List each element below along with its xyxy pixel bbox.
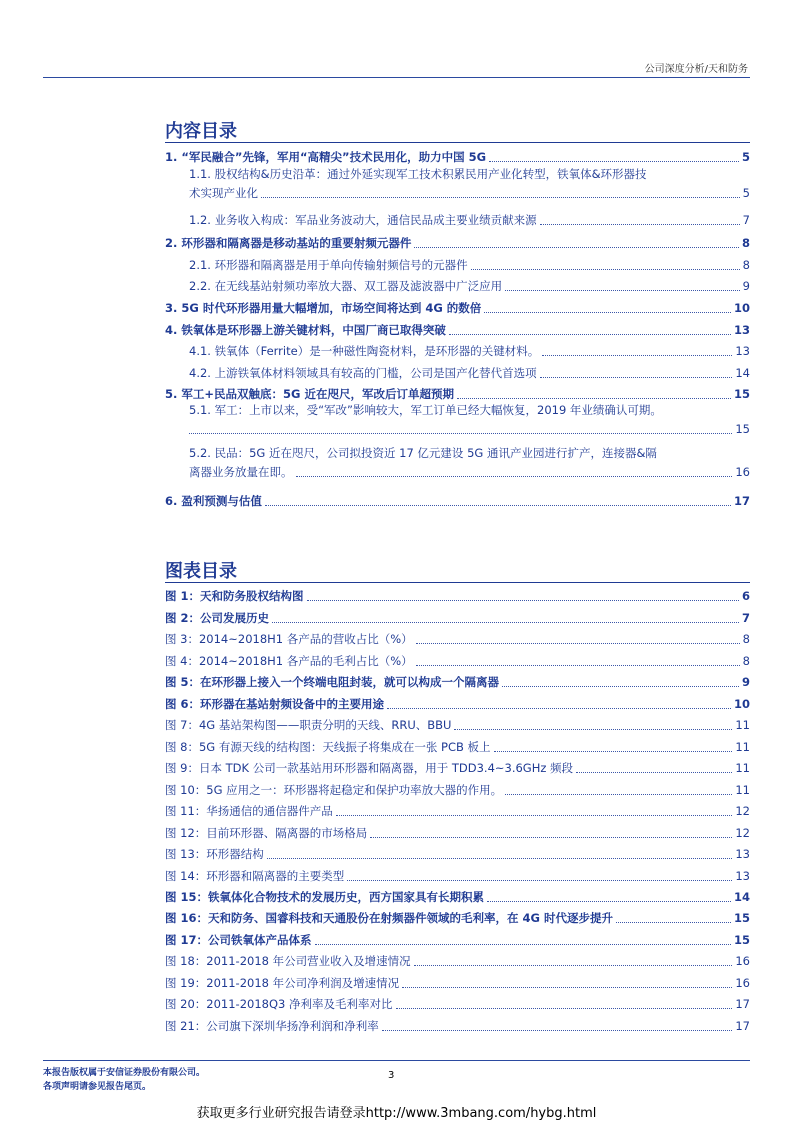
figure-entry-18[interactable] bbox=[165, 949, 750, 969]
leader-dots bbox=[505, 289, 740, 291]
toc-entry-text: 1.2. 业务收入构成：军品业务波动大，通信民品成主要业绩贡献来源 bbox=[189, 213, 537, 227]
figure-entry-page: 8 bbox=[742, 632, 750, 646]
toc-entry-page: 14 bbox=[735, 366, 750, 380]
leader-dots bbox=[416, 642, 740, 644]
toc-entry-text: 2.1. 环形器和隔离器是用于单向传输射频信号的元器件 bbox=[189, 258, 468, 272]
toc-entry-page: 15 bbox=[733, 387, 750, 401]
toc-entry-2-2[interactable] bbox=[165, 274, 750, 294]
figure-entry-text: 图 17：公司铁氧体产品体系 bbox=[165, 933, 312, 947]
figure-entry-text: 图 12：目前环形器、隔离器的市场格局 bbox=[165, 826, 368, 840]
figure-entry-text: 图 8：5G 有源天线的结构图：天线振子将集成在一张 PCB 板上 bbox=[165, 740, 491, 754]
figure-entry-19[interactable] bbox=[165, 971, 750, 991]
leader-dots bbox=[494, 750, 733, 752]
figure-entry-page: 16 bbox=[735, 954, 750, 968]
figure-entry-page: 11 bbox=[735, 718, 750, 732]
figure-entry-2[interactable] bbox=[165, 606, 750, 626]
disclaimer-line1: 本报告版权属于安信证券股份有限公司。 bbox=[43, 1068, 206, 1078]
figure-entry-page: 8 bbox=[742, 654, 750, 668]
toc-entry-text: 1. “军民融合”先锋，军用“高精尖”技术民用化，助力中国 5G bbox=[165, 150, 487, 164]
figure-entry-text: 图 15：铁氧体化合物技术的发展历史，西方国家具有长期积累 bbox=[165, 890, 485, 904]
toc-entry-4[interactable] bbox=[165, 318, 750, 338]
leader-dots bbox=[416, 664, 740, 666]
toc-entry-page: 13 bbox=[735, 344, 750, 358]
footer-rule bbox=[43, 1060, 750, 1061]
toc-entry-4-2[interactable] bbox=[165, 361, 750, 381]
toc-entry-page: 7 bbox=[742, 213, 750, 227]
figure-entry-text: 图 18：2011-2018 年公司营业收入及增速情况 bbox=[165, 954, 411, 968]
figure-entry-page: 11 bbox=[735, 740, 750, 754]
leader-dots bbox=[382, 1029, 733, 1031]
figure-entry-9[interactable] bbox=[165, 756, 750, 776]
figure-entry-1[interactable] bbox=[165, 584, 750, 604]
toc-entry-page: 8 bbox=[741, 236, 750, 250]
leader-dots bbox=[370, 836, 732, 838]
toc-entry-page: 17 bbox=[733, 494, 750, 508]
toc-entry-page: 5 bbox=[741, 150, 750, 164]
figure-entry-text: 图 3：2014~2018H1 各产品的营收占比（%） bbox=[165, 632, 413, 646]
toc-entry-page: 16 bbox=[735, 465, 750, 479]
leader-dots bbox=[414, 964, 733, 966]
toc-entry-text: 5. 军工+民品双触底：5G 近在咫尺，军改后订单超预期 bbox=[165, 387, 454, 401]
toc-entry-1-2[interactable] bbox=[165, 208, 750, 228]
leader-dots bbox=[505, 793, 732, 795]
figure-entry-page: 13 bbox=[735, 869, 750, 883]
toc-entry-5-1[interactable] bbox=[165, 403, 750, 437]
figures-title: 图表目录 bbox=[165, 561, 237, 582]
figure-entry-page: 9 bbox=[741, 675, 750, 689]
leader-dots bbox=[540, 376, 733, 378]
leader-dots bbox=[402, 986, 732, 988]
leader-dots bbox=[265, 504, 731, 506]
toc-title: 内容目录 bbox=[165, 121, 237, 142]
figure-entry-page: 10 bbox=[733, 697, 750, 711]
toc-title-rule bbox=[165, 142, 750, 143]
figure-entry-text: 图 11：华扬通信的通信器件产品 bbox=[165, 804, 333, 818]
toc-entry-2-1[interactable] bbox=[165, 253, 750, 273]
toc-entry-1-1[interactable] bbox=[165, 167, 750, 201]
figure-entry-page: 17 bbox=[735, 1019, 750, 1033]
figures-title-rule bbox=[165, 582, 750, 583]
toc-entry-page: 9 bbox=[742, 279, 750, 293]
disclaimer-line2: 各项声明请参见报告尾页。 bbox=[43, 1082, 152, 1092]
figure-entry-page: 11 bbox=[735, 761, 750, 775]
figure-entry-20[interactable] bbox=[165, 992, 750, 1012]
toc-entry-3[interactable] bbox=[165, 296, 750, 316]
toc-entry-5[interactable] bbox=[165, 382, 750, 402]
figure-entry-text: 图 4：2014~2018H1 各产品的毛利占比（%） bbox=[165, 654, 413, 668]
toc-entry-text-line2: 离器业务放量在即。 bbox=[189, 465, 293, 479]
leader-dots bbox=[315, 943, 731, 945]
figure-entry-text: 图 7：4G 基站架构图——职责分明的天线、RRU、BBU bbox=[165, 718, 452, 732]
leader-dots bbox=[457, 397, 731, 399]
leader-dots bbox=[396, 1007, 733, 1009]
leader-dots bbox=[449, 333, 731, 335]
figure-entry-page: 12 bbox=[735, 826, 750, 840]
figure-entry-21[interactable] bbox=[165, 1014, 750, 1034]
disclaimer bbox=[43, 1066, 205, 1094]
figure-entry-text: 图 20：2011-2018Q3 净利率及毛利率对比 bbox=[165, 997, 393, 1011]
leader-dots bbox=[616, 921, 731, 923]
figure-entry-7[interactable] bbox=[165, 713, 750, 733]
figure-entry-15[interactable] bbox=[165, 885, 750, 905]
toc-entry-5-2[interactable] bbox=[165, 446, 750, 480]
toc-entry-page: 15 bbox=[735, 422, 750, 436]
figure-entry-13[interactable] bbox=[165, 842, 750, 862]
toc-entry-4-1[interactable] bbox=[165, 339, 750, 359]
figure-entry-page: 16 bbox=[735, 976, 750, 990]
toc-entry-page: 13 bbox=[733, 323, 750, 337]
figure-entry-page: 14 bbox=[733, 890, 750, 904]
more-reports-link[interactable]: 获取更多行业研究报告请登录http://www.3mbang.com/hybg.html bbox=[196, 1106, 597, 1121]
figure-entry-page: 13 bbox=[735, 847, 750, 861]
figure-entry-14[interactable] bbox=[165, 864, 750, 884]
toc-entry-text: 4.2. 上游铁氧体材料领域具有较高的门槛，公司是国产化替代首选项 bbox=[189, 366, 537, 380]
figure-entry-text: 图 13：环形器结构 bbox=[165, 847, 264, 861]
header-rule bbox=[43, 77, 750, 78]
leader-dots bbox=[307, 599, 739, 601]
toc-entry-page: 5 bbox=[742, 186, 750, 200]
header-text: 公司深度分析/天和防务 bbox=[644, 64, 748, 75]
figure-entry-text: 图 19：2011-2018 年公司净利润及增速情况 bbox=[165, 976, 400, 990]
leader-dots bbox=[414, 246, 739, 248]
leader-dots bbox=[267, 857, 733, 859]
leader-dots bbox=[272, 621, 739, 623]
leader-dots bbox=[454, 728, 732, 730]
toc-entry-text: 4.1. 铁氧体（Ferrite）是一种磁性陶瓷材料，是环形器的关键材料。 bbox=[189, 344, 540, 358]
figure-entry-text: 图 1：天和防务股权结构图 bbox=[165, 589, 304, 603]
toc-entry-text-line1: 1.1. 股权结构&历史沿革：通过外延实现军工技术积累民用产业化转型，铁氧体&环形器技 bbox=[189, 167, 647, 181]
toc-entry-text: 2.2. 在无线基站射频功率放大器、双工器及滤波器中广泛应用 bbox=[189, 279, 503, 293]
toc-entry-6[interactable] bbox=[165, 489, 750, 509]
leader-dots bbox=[261, 196, 740, 198]
toc-entry-text-line1: 5.2. 民品：5G 近在咫尺，公司拟投资近 17 亿元建设 5G 通讯产业园进行扩产，连接器&隔 bbox=[189, 446, 657, 460]
figure-entry-16[interactable] bbox=[165, 906, 750, 926]
toc-entry-1[interactable] bbox=[165, 145, 750, 165]
figure-entry-page: 15 bbox=[733, 933, 750, 947]
leader-dots bbox=[540, 223, 740, 225]
figure-entry-page: 7 bbox=[741, 611, 750, 625]
leader-dots bbox=[484, 311, 731, 313]
leader-dots bbox=[387, 707, 731, 709]
figure-entry-page: 12 bbox=[735, 804, 750, 818]
figure-entry-6[interactable] bbox=[165, 692, 750, 712]
figure-entry-text: 图 10：5G 应用之一：环形器将起稳定和保护功率放大器的作用。 bbox=[165, 783, 503, 797]
figure-entry-page: 6 bbox=[741, 589, 750, 603]
figure-entry-10[interactable] bbox=[165, 778, 750, 798]
leader-dots bbox=[347, 879, 732, 881]
toc-entry-text: 4. 铁氧体是环形器上游关键材料，中国厂商已取得突破 bbox=[165, 323, 446, 337]
figure-entry-text: 图 9：日本 TDK 公司一款基站用环形器和隔离器，用于 TDD3.4~3.6GHz 频段 bbox=[165, 761, 574, 775]
figure-entry-text: 图 5：在环形器上接入一个终端电阻封装，就可以构成一个隔离器 bbox=[165, 675, 500, 689]
figure-entry-3[interactable] bbox=[165, 627, 750, 647]
toc-entry-page: 10 bbox=[733, 301, 750, 315]
leader-dots bbox=[487, 900, 731, 902]
figure-entry-12[interactable] bbox=[165, 821, 750, 841]
figure-entry-text: 图 2：公司发展历史 bbox=[165, 611, 270, 625]
leader-dots bbox=[489, 160, 739, 162]
figure-entry-4[interactable] bbox=[165, 649, 750, 669]
leader-dots bbox=[542, 354, 732, 356]
figure-entry-page: 17 bbox=[735, 997, 750, 1011]
toc-entry-text: 6. 盈利预测与估值 bbox=[165, 494, 262, 508]
toc-entry-page: 8 bbox=[742, 258, 750, 272]
leader-dots bbox=[189, 432, 732, 434]
figure-entry-page: 11 bbox=[735, 783, 750, 797]
figure-entry-page: 15 bbox=[733, 911, 750, 925]
figure-entry-text: 图 21：公司旗下深圳华扬净利润和净利率 bbox=[165, 1019, 379, 1033]
figure-entry-11[interactable] bbox=[165, 799, 750, 819]
figure-entry-text: 图 14：环形器和隔离器的主要类型 bbox=[165, 869, 345, 883]
toc-entry-text-line1: 5.1. 军工：上市以来，受“军改”影响较大，军工订单已经大幅恢复，2019 年业绩确认可期。 bbox=[189, 403, 662, 417]
toc-entry-2[interactable] bbox=[165, 231, 750, 251]
figure-entry-text: 图 16：天和防务、国睿科技和天通股份在射频器件领域的毛利率，在 4G 时代逐步提升 bbox=[165, 911, 613, 925]
toc-entry-text: 2. 环形器和隔离器是移动基站的重要射频元器件 bbox=[165, 236, 412, 250]
toc-entry-text-line2: 术实现产业化 bbox=[189, 186, 258, 200]
leader-dots bbox=[296, 475, 733, 477]
leader-dots bbox=[576, 771, 732, 773]
figure-entry-5[interactable] bbox=[165, 670, 750, 690]
toc-entry-text: 3. 5G 时代环形器用量大幅增加，市场空间将达到 4G 的数倍 bbox=[165, 301, 482, 315]
leader-dots bbox=[502, 685, 739, 687]
leader-dots bbox=[336, 814, 733, 816]
figure-entry-8[interactable] bbox=[165, 735, 750, 755]
page-number: 3 bbox=[388, 1070, 395, 1081]
figure-entry-text: 图 6：环形器在基站射频设备中的主要用途 bbox=[165, 697, 385, 711]
figure-entry-17[interactable] bbox=[165, 928, 750, 948]
leader-dots bbox=[471, 268, 740, 270]
